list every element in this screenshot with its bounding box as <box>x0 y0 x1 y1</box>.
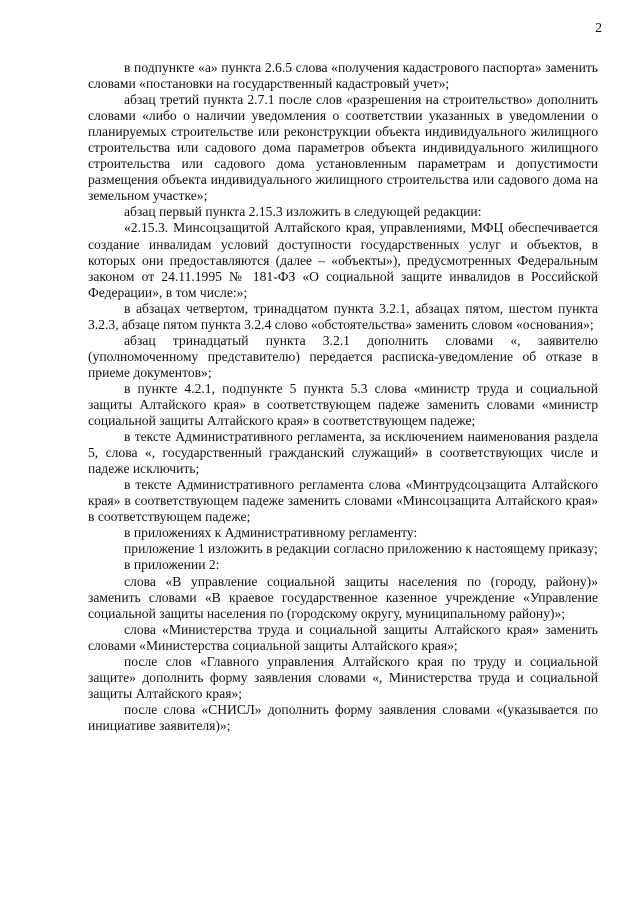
paragraph: в приложениях к Административному регламенту: <box>124 525 418 541</box>
paragraph: в абзацах четвертом, тринадцатом пункта 3.2.1, абзацах пятом, шестом пункта 3.2.3, абзаце пятом пункта 3.2.4 слово «обстоятельства» заменить словом «основания»; <box>88 300 598 332</box>
paragraph: в приложении 2: <box>124 557 220 573</box>
paragraph: абзац третий пункта 2.7.1 после слов «разрешения на строительство» дополнить словами «либо о наличии уведомления о соответствии указанных в уведомлении о планируемых строительстве или реконструкции объекта индивидуального жилищного строительства или садового дома параметров объекта индивидуального жилищного строительства или садового дома установленным параметрам и допустимости размещения объекта индивидуального жилищного строительства или садового дома на земельном участке»; <box>88 92 598 204</box>
paragraph: в тексте Административного регламента слова «Минтрудсоцзащита Алтайского края» в соответствующем падеже заменить словами «Минсоцзащита Алтайского края» в соответствующем падеже; <box>88 477 598 525</box>
paragraph: слова «В управление социальной защиты населения по (городу, району)» заменить словами «В краевое государственное казенное учреждение «Управление социальной защиты населения по (городскому округу, муниципальному району)»; <box>88 573 598 621</box>
paragraph: слова «Министерства труда и социальной защиты Алтайского края» заменить словами «Министерства социальной защиты Алтайского края»; <box>88 621 598 653</box>
paragraph: после слов «Главного управления Алтайского края по труду и социальной защите» дополнить форму заявления словами «, Министерства труда и социальной защиты Алтайского края»; <box>88 653 598 701</box>
paragraph: в тексте Административного регламента, за исключением наименования раздела 5, слова «, государственный гражданский служащий» в соответствующих числе и падеже исключить; <box>88 429 598 477</box>
page-number: 2 <box>595 20 602 35</box>
paragraph: «2.15.3. Минсоцзащитой Алтайского края, управлениями, МФЦ обеспечивается создание инвалидам условий доступности государственных услуг и объектов, в которых они предоставляются (далее – «объекты»), предусмотренных Федеральным законом от 24.11.1995 № 181-ФЗ «О социальной защите инвалидов в Российской Федерации», в том числе:»; <box>88 220 598 300</box>
paragraph: абзац тринадцатый пункта 3.2.1 дополнить словами «, заявителю (уполномоченному представителю) передается расписка-уведомление об отказе в приеме документов»; <box>88 332 598 380</box>
paragraph: после слова «СНИСЛ» дополнить форму заявления словами «(указывается по инициативе заявителя)»; <box>88 701 598 733</box>
paragraph: в подпункте «а» пункта 2.6.5 слова «получения кадастрового паспорта» заменить словами «постановки на государственный кадастровый учет»; <box>88 60 598 92</box>
paragraph: приложение 1 изложить в редакции согласно приложению к настоящему приказу; <box>124 541 598 557</box>
paragraph: в пункте 4.2.1, подпункте 5 пункта 5.3 слова «министр труда и социальной защиты Алтайского края» в соответствующем падеже заменить словами «министр социальной защиты Алтайского края» в соответствующем падеже; <box>88 380 598 429</box>
paragraph: абзац первый пункта 2.15.3 изложить в следующей редакции: <box>124 204 482 220</box>
document-body <box>88 60 598 734</box>
